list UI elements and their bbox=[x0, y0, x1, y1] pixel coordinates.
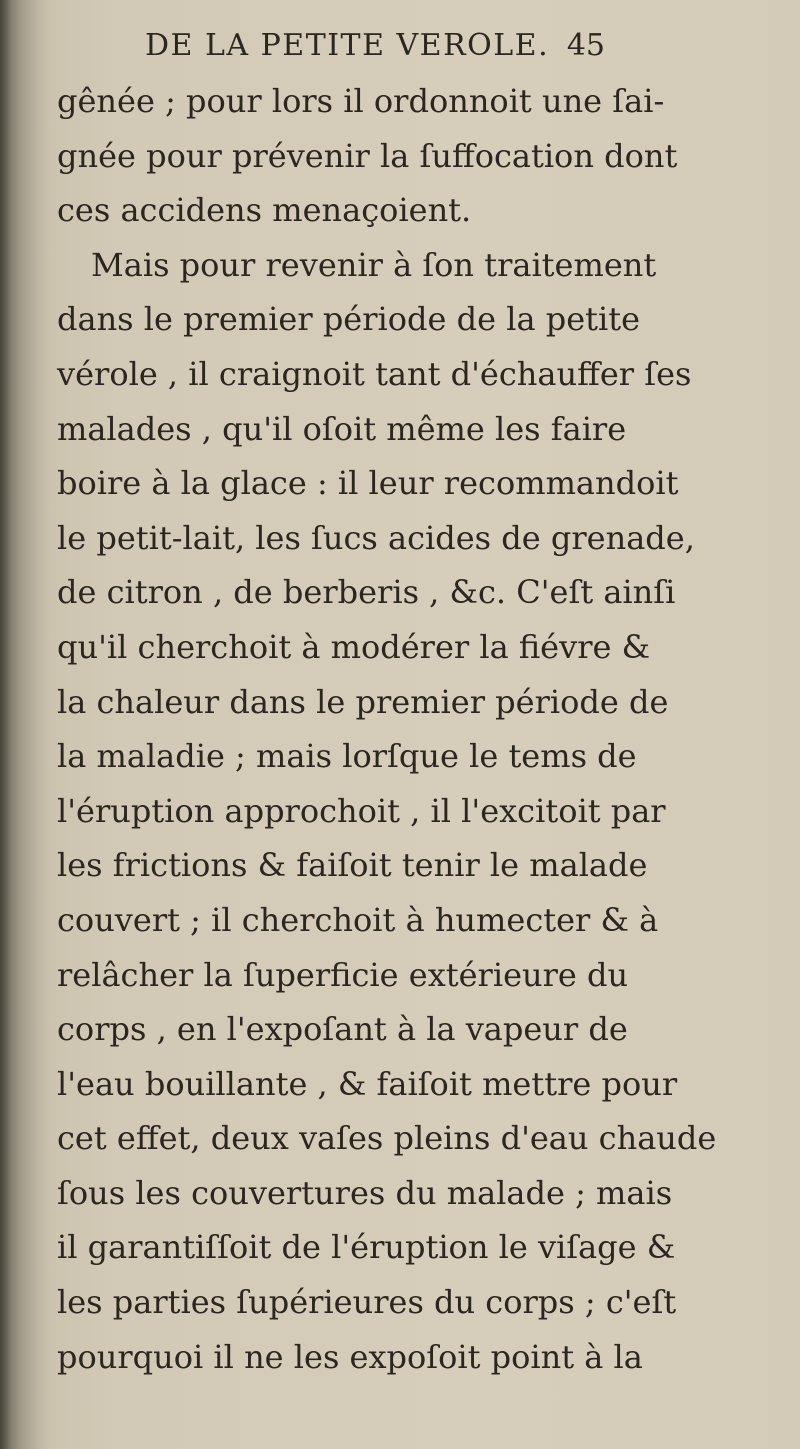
text-line: relâcher la ſuperficie extérieure du bbox=[57, 955, 629, 994]
text-line: cet effet, deux vaſes pleins d'eau chaude bbox=[57, 1119, 717, 1158]
text-line: le petit-lait, les ſucs acides de grenade, bbox=[57, 518, 695, 557]
text-line: gnée pour prévenir la ſuffocation dont bbox=[57, 136, 678, 175]
text-line: dans le premier période de la petite bbox=[57, 300, 641, 339]
text-line: les frictions & faiſoit tenir le malade bbox=[57, 846, 648, 885]
text-line: pourquoi il ne les expoſoit point à la bbox=[57, 1337, 643, 1376]
text-line: gênée ; pour lors il ordonnoit une ſai- bbox=[57, 82, 665, 120]
text-line: de citron , de berberis , &c. C'eſt ainſi bbox=[57, 573, 676, 612]
text-line: malades , qu'il oſoit même les faire bbox=[57, 409, 627, 448]
text-line: ces accidens menaçoient. bbox=[57, 191, 472, 230]
text-line: les parties ſupérieures du corps ; c'eſt bbox=[57, 1283, 677, 1322]
text-line: ſous les couvertures du malade ; mais bbox=[57, 1173, 673, 1212]
text-line: vérole , il craignoit tant d'échauffer ſes bbox=[57, 354, 692, 393]
text-line: la chaleur dans le premier période de bbox=[57, 682, 669, 721]
binding-shadow bbox=[0, 0, 52, 1449]
text-line: qu'il cherchoit à modérer la fiévre & bbox=[57, 627, 651, 666]
text-line: l'éruption approchoit , il l'excitoit par bbox=[57, 791, 666, 830]
text-line: boire à la glace : il leur recommandoit bbox=[57, 464, 679, 503]
text-line: la maladie ; mais lorſque le tems de bbox=[57, 737, 637, 776]
page-header bbox=[145, 28, 605, 72]
text-line: couvert ; il cherchoit à humecter & à bbox=[57, 900, 659, 939]
text-line: il garantiſſoit de l'éruption le viſage & bbox=[57, 1228, 676, 1267]
running-title: DE LA PETITE VEROLE. bbox=[145, 28, 550, 63]
page-number: 45 bbox=[566, 28, 605, 63]
text-line: Mais pour revenir à ſon traitement bbox=[91, 245, 657, 284]
text-line: l'eau bouillante , & faiſoit mettre pour bbox=[57, 1064, 678, 1103]
body-text bbox=[57, 74, 717, 1384]
text-line: corps , en l'expoſant à la vapeur de bbox=[57, 1010, 628, 1049]
